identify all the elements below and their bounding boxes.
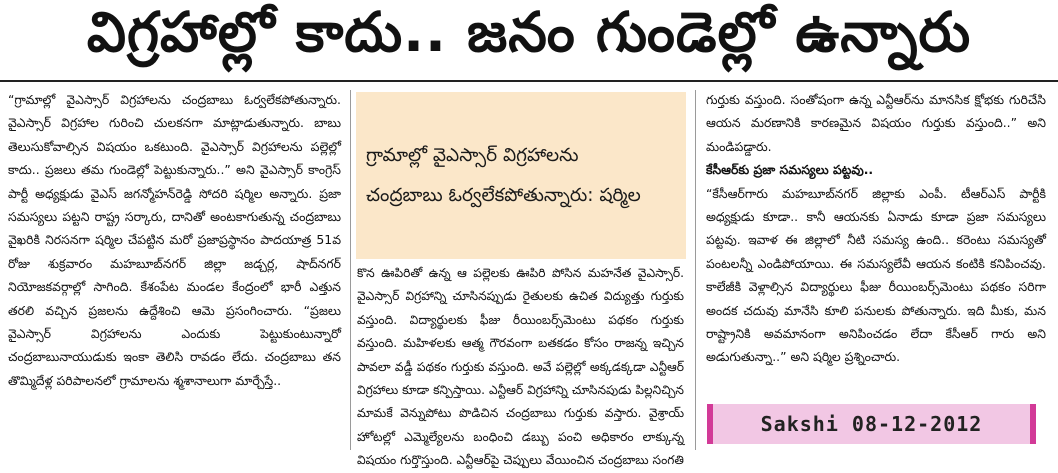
column-2-text: కొన ఊపిరితో ఉన్న ఆ పల్లెలకు ఊపిరి పోసిన మహనేత వైఎస్సార్. వైఎస్సార్ విగ్రహాన్ని చూసినప్పుడు రైతులకు ఉచిత విద్యుత్తు గుర్తుకు వస్తుంది. విద్యార్థులకు ఫీజు రీయింబర్స్‌మెంటు పథకం గుర్తుకు వస్తుంది. మహిళలకు ఆత్మ గౌరవంగా బతకడం కోసం రాజన్న ఇచ్చిన పావలా వడ్డీ పథకం గుర్తుకు వస్తుంది. అవే పల్లెల్లో అక్కడక్కడా ఎన్టీఆర్ విగ్రహాలు కూడా కన్పిస్తాయి. ఎన్టీఆర్ విగ్రహాన్ని చూసినపుడు పిల్లనిచ్చిన మామకే వెన్నుపోటు పొడిచిన చంద్రబాబు గుర్తుకు వస్తారు. వైశ్రాయ్ హోటల్లో ఎమ్మెల్యేలను బంధించి డబ్బు పంచి అధికారం లాక్కున్న విషయం గుర్తొస్తుంది. ఎన్టీఆర్‌పై చెప్పులు వేయించిన చంద్రబాబు సంగతి xyxy=(357,266,684,468)
column-3-subheading: కేసీఆర్‌కు ప్రజా సమస్యలు పట్టవు.. xyxy=(706,162,874,178)
column-rule-left xyxy=(350,90,351,450)
article-column-1 xyxy=(8,88,341,456)
pull-quote-line-1: గ్రామాల్లో వైఎస్సార్ విగ్రహాలను xyxy=(366,144,579,166)
pull-quote-box xyxy=(356,92,686,259)
article-column-2 xyxy=(357,262,684,468)
column-3-paragraph-2: “కేసీఆర్‌గారు మహబూబ్‌నగర్ జిల్లాకు ఎంపీ. టీఆర్‌ఎస్ పార్టీకి అధ్యక్షుడు కూడా.. కానీ ఆయనకు ఏనాడు కూడా ప్రజా సమస్యలు పట్టవు. ఇవాళ ఈ జిల్లాలో నీటి సమస్య ఉంది.. కరెంటు సమస్యతో పంటలన్నీ ఎండిపోయాయి. ఈ సమస్యలేవీ ఆయన కంటికి కనిపించవు. కాలేజీకి వెళ్లాల్సిన విద్యార్థులు ఫీజు రీయింబర్స్‌మెంటు పథకం సరిగా అందక చదువు మానేసి కూలి పనులకు పోతున్నారు. ఇది మీకు, మన రాష్ట్రానికి అవమానంగా అనిపించడం లేదా కేసీఆర్ గారు అని అడుగుతున్నా..” అని షర్మిల ప్రశ్నించారు. xyxy=(706,185,1046,365)
article-column-3 xyxy=(706,88,1046,400)
headline-divider xyxy=(0,80,1058,82)
source-date-badge xyxy=(707,404,1036,444)
pull-quote-line-2: చంద్రబాబు ఓర్వలేకపోతున్నారు: షర్మిల xyxy=(366,184,641,206)
source-date-text: Sakshi 08-12-2012 xyxy=(760,412,983,436)
column-3-paragraph-1: గుర్తుకు వస్తుంది. సంతోషంగా ఉన్న ఎన్టీఆర్‌ను మానసిక క్షోభకు గురిచేసి ఆయన మరణానికి కారణమైన విషయం గుర్తుకు వస్తుంది..” అని మండిపడ్డారు. xyxy=(706,92,1046,154)
column-rule-right xyxy=(695,90,696,450)
column-1-text: “గ్రామాల్లో వైఎస్సార్ విగ్రహాలను చంద్రబాబు ఓర్వలేకపోతున్నారు. వైఎస్సార్ విగ్రహాల గురించి చులకనగా మాట్లాడుతున్నారు. బాబు తెలుసుకోవాల్సిన విషయం ఒకటుంది. వైఎస్సార్ విగ్రహాలను పల్లెల్లో కాదు.. ప్రజలు తమ గుండెల్లో పెట్టుకున్నారు..” అని వైఎస్సార్ కాంగ్రెస్ పార్టీ అధ్యక్షుడు వైఎస్ జగన్మోహన్‌రెడ్డి సోదరి షర్మిల అన్నారు. ప్రజా సమస్యలు పట్టని రాష్ట్ర సర్కారు, దానితో అంటకాగుతున్న చంద్రబాబు వైఖరికి నిరసనగా షర్మిల చేపట్టిన మరో ప్రజాప్రస్థానం పాదయాత్ర 51వ రోజు శుక్రవారం మహబూబ్‌నగర్ జిల్లా జడ్చర్ల, షాద్‌నగర్ నియోజకవర్గాల్లో సాగింది. కేశంపేట మండల కేంద్రంలో భారీ ఎత్తున తరలి వచ్చిన ప్రజలను ఉద్దేశించి ఆమె ప్రసంగించారు. “ప్రజలు వైఎస్సార్ విగ్రహాలను ఎందుకు పెట్టుకుంటున్నారో చంద్రబాబునాయుడుకు ఇంకా తెలిసి రావడం లేదు. చంద్రబాబు తన తొమ్మిదేళ్ల పరిపాలనలో గ్రామాలను శ్మశానాలుగా మార్చేస్తే.. xyxy=(8,92,341,388)
headline: విగ్రహాల్లో కాదు.. జనం గుండెల్లో ఉన్నారు xyxy=(86,0,972,64)
